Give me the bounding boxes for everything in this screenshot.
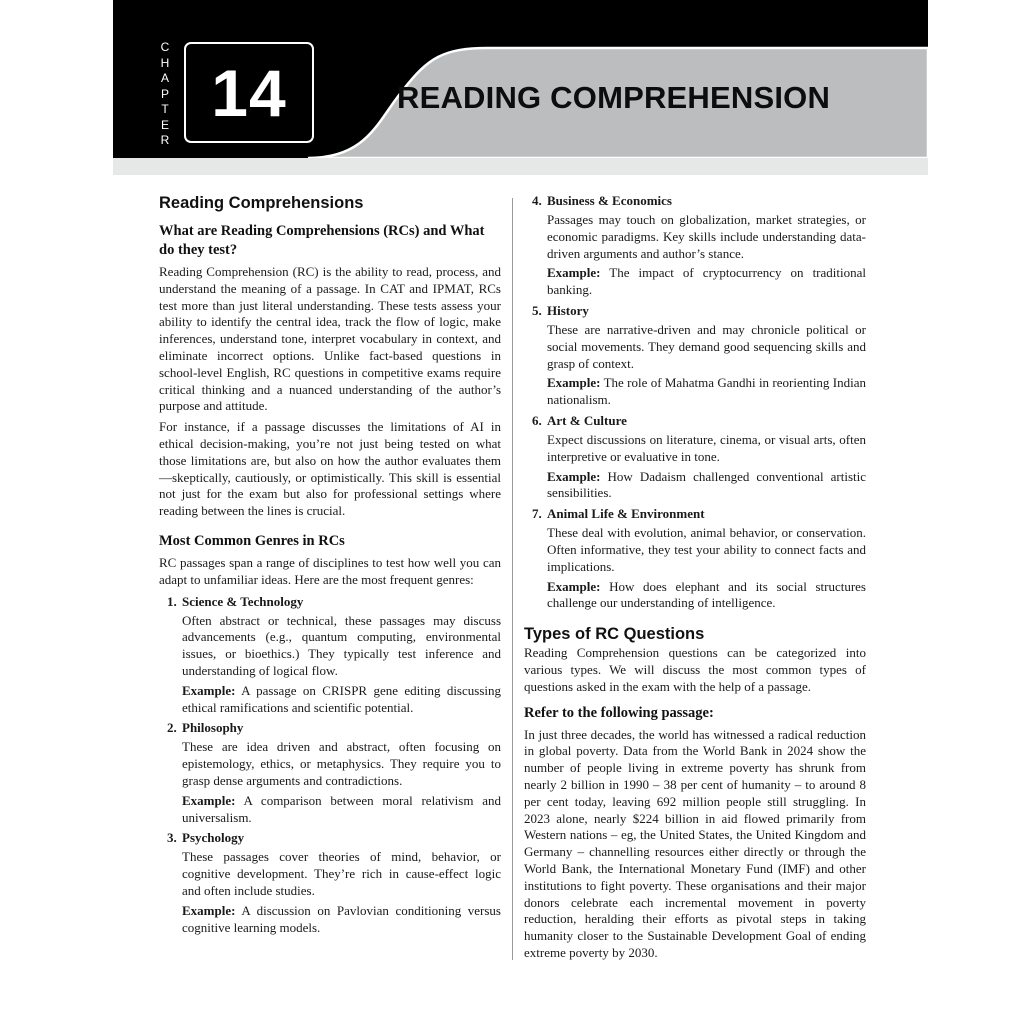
example-label: Example: xyxy=(182,682,236,698)
chapter-letter: A xyxy=(160,71,169,85)
genre-description: These are idea driven and abstract, often focusing on epistemology, ethics, or metaphysics. They require you to grasp dense arguments and contradictions. xyxy=(182,739,501,788)
genre-example xyxy=(182,683,501,717)
genre-title: Animal Life & Environment xyxy=(547,506,705,522)
genres-intro: RC passages span a range of disciplines to test how well you can adapt to unfamiliar ideas. Here are the most frequent genres: xyxy=(159,554,501,587)
genre-example xyxy=(547,375,866,409)
types-intro: Reading Comprehension questions can be categorized into various types. We will discuss the most common types of questions asked in the exam with the help of a passage. xyxy=(524,645,866,694)
genre-item xyxy=(524,192,866,299)
chapter-letter: P xyxy=(160,86,169,101)
chapter-number-box xyxy=(184,42,314,143)
chapter-header xyxy=(113,0,928,158)
genre-description: These deal with evolution, animal behavior, or conservation. Often informative, they test your ability to connect facts and implications. xyxy=(547,525,866,574)
example-text: The impact of cryptocurrency on traditional banking. xyxy=(547,265,866,298)
genre-example xyxy=(547,579,866,613)
genre-title: History xyxy=(547,302,589,318)
example-text: How does elephant and its social structures challenge our understanding of intelligence. xyxy=(547,578,866,611)
genre-description: Expect discussions on literature, cinema, or visual arts, often interpretive or evaluative in tone. xyxy=(547,431,866,464)
genres-heading: Most Common Genres in RCs xyxy=(159,532,345,549)
chapter-vertical-label xyxy=(158,40,172,149)
column-divider xyxy=(512,198,513,960)
chapter-letter: T xyxy=(161,102,169,116)
example-text: A comparison between moral relativism and universalism. xyxy=(182,792,501,825)
genre-number: 4. xyxy=(532,193,542,208)
genre-item xyxy=(524,505,866,612)
example-label: Example: xyxy=(547,468,601,484)
genre-title: Science & Technology xyxy=(182,593,304,609)
example-label: Example: xyxy=(547,578,601,594)
left-column xyxy=(159,192,501,939)
genre-example xyxy=(547,469,866,503)
genre-number: 3. xyxy=(167,830,177,846)
intro-paragraph: Reading Comprehension (RC) is the ability to read, process, and understand the meaning of a passage. In CAT and IPMAT, RCs test more than just literal understanding. These tests assess your ability to identify the central idea, track the flow of logic, make inferences, understand tone, interpret vocabulary in context, and eliminate incorrect options. Unlike fact-based questions in school-level English, RC questions in competitive exams require critical thinking and a nuanced understanding of the author’s purpose and attitude. xyxy=(159,264,501,414)
chapter-letter: R xyxy=(160,133,170,147)
refer-heading: Refer to the following passage: xyxy=(524,704,714,721)
genre-description: These passages cover theories of mind, behavior, or cognitive development. They’re rich in cause-effect logic and often include studies. xyxy=(182,849,501,898)
example-text: How Dadaism challenged conventional artistic sensibilities. xyxy=(547,468,866,501)
chapter-number: 14 xyxy=(211,55,287,130)
example-paragraph: For instance, if a passage discusses the limitations of AI in ethical decision-making, you’re not just being tested on what those limitations are, but also on how the author evaluates them—skeptically, cautiously, or optimistically. This skill is essential not just for the exam but also for professional settings where reading between the lines is crucial. xyxy=(159,419,501,519)
example-label: Example: xyxy=(182,792,236,808)
chapter-title: READING COMPREHENSION xyxy=(397,80,831,115)
genre-item xyxy=(159,593,501,717)
right-column xyxy=(524,192,866,966)
genre-number: 1. xyxy=(167,593,177,609)
genre-description: Often abstract or technical, these passages may discuss advancements (e.g., quantum computing, environmental issues, or bioethics.) They typically test inference and understanding of logical flow. xyxy=(182,612,501,678)
example-label: Example: xyxy=(182,902,236,918)
example-text: The role of Mahatma Gandhi in reorienting Indian nationalism. xyxy=(547,375,866,408)
chapter-letter: C xyxy=(160,40,170,54)
genre-number: 5. xyxy=(532,302,542,318)
genre-description: These are narrative-driven and may chronicle political or social movements. They demand good sequencing skills and grasp of context. xyxy=(547,321,866,371)
genre-number: 2. xyxy=(167,720,177,736)
genre-item xyxy=(524,412,866,502)
example-text: A passage on CRISPR gene editing discussing ethical ramifications and scientific potential. xyxy=(182,682,501,715)
genre-title: Business & Economics xyxy=(547,193,672,208)
genre-item xyxy=(159,829,501,936)
types-heading: Types of RC Questions xyxy=(524,625,705,644)
genre-item xyxy=(524,302,866,409)
example-text: A discussion on Pavlovian conditioning versus cognitive learning models. xyxy=(182,902,501,935)
chapter-letter: E xyxy=(160,117,169,132)
genre-number: 7. xyxy=(532,506,542,522)
example-label: Example: xyxy=(547,265,601,281)
genre-item xyxy=(159,719,501,826)
genre-example xyxy=(547,265,866,299)
header-band xyxy=(113,158,928,175)
genre-title: Art & Culture xyxy=(547,412,627,428)
genre-number: 6. xyxy=(532,412,542,428)
question-heading: What are Reading Comprehensions (RCs) and What do they test? xyxy=(159,223,485,258)
genre-title: Philosophy xyxy=(182,720,244,736)
genre-description: Passages may touch on globalization, market strategies, or economic paradigms. Key skills include understanding data-driven arguments and author’s stance. xyxy=(547,212,866,261)
passage-text: In just three decades, the world has witnessed a radical reduction in global poverty. Data from the World Bank in 2024 show the number of people living in extreme poverty has shrunk from nearly 2 billion in 1990 – 38 per cent of humanity – to around 8 per cent today, leaving 692 million people still struggling. In 2023 alone, nearly $224 billion in aid flowed primarily from Western nations – eg, the United States, the United Kingdom and Germany – channelling resources either directly or through the World Bank, the International Monetary Fund (IMF) and other institutions to fight poverty. These organisations and their major donors celebrate each incremental movement in poverty reduction, heralding their efforts as pivotal steps in taking humanity closer to the Sustainable Development Goal of ending extreme poverty by 2030. xyxy=(524,726,866,960)
chapter-letter: H xyxy=(160,55,170,70)
genre-example xyxy=(182,793,501,827)
example-label: Example: xyxy=(547,375,601,391)
genre-title: Psychology xyxy=(182,830,245,846)
genre-example xyxy=(182,903,501,937)
section-title: Reading Comprehensions xyxy=(159,194,364,212)
